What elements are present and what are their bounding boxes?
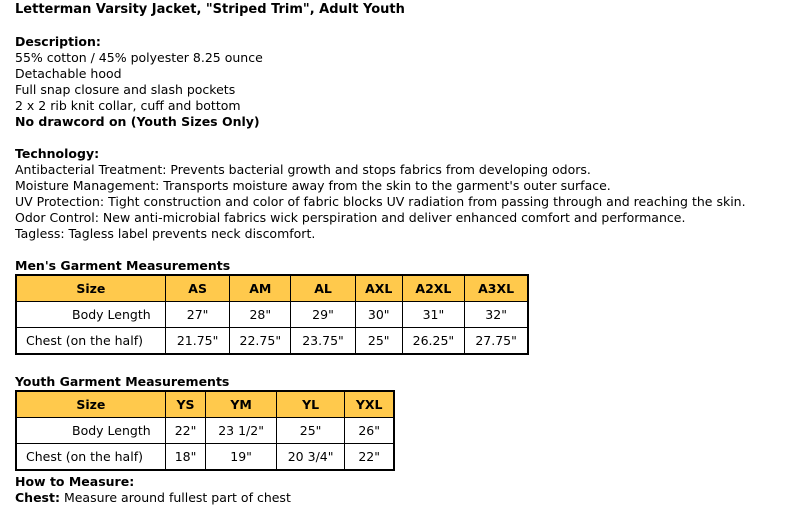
technology-heading: Technology: (15, 146, 100, 161)
row-label: Chest (on the half) (16, 444, 165, 471)
table-cell: 25" (355, 328, 402, 355)
description-section (15, 34, 263, 130)
chest-measure-instruction (15, 490, 291, 506)
product-title: Letterman Varsity Jacket, "Striped Trim", Adult Youth (15, 2, 405, 17)
table-header-row (16, 391, 394, 418)
header-cell: AL (291, 275, 356, 302)
table-cell: 26" (345, 418, 394, 444)
table-row (16, 302, 528, 328)
table-row (16, 444, 394, 471)
header-cell: Size (16, 391, 165, 418)
header-cell: Size (16, 275, 165, 302)
technology-line: Tagless: Tagless label prevents neck discomfort. (15, 226, 316, 241)
header-cell: AS (165, 275, 230, 302)
table-cell: 31" (402, 302, 465, 328)
table-cell: 22" (165, 418, 206, 444)
header-cell: A3XL (465, 275, 528, 302)
table-row (16, 418, 394, 444)
technology-line: Moisture Management: Transports moisture away from the skin to the garment's outer surface. (15, 178, 611, 193)
technology-line: Odor Control: New anti-microbial fabrics wick perspiration and deliver enhanced comfort and performance. (15, 210, 686, 225)
row-label: Chest (on the half) (16, 328, 165, 355)
how-to-measure-heading: How to Measure: (15, 474, 135, 489)
technology-line: UV Protection: Tight construction and color of fabric blocks UV radiation from passing through and reaching the skin. (15, 194, 746, 209)
header-cell: YL (276, 391, 345, 418)
chest-label: Chest: (15, 490, 60, 505)
description-line: 2 x 2 rib knit collar, cuff and bottom (15, 98, 241, 113)
header-cell: YM (206, 391, 277, 418)
technology-line: Antibacterial Treatment: Prevents bacterial growth and stops fabrics from developing odors. (15, 162, 591, 177)
table-cell: 30" (355, 302, 402, 328)
table-cell: 22.75" (230, 328, 291, 355)
how-to-measure-section (15, 474, 291, 506)
table-cell: 23 1/2" (206, 418, 277, 444)
row-label: Body Length (16, 418, 165, 444)
description-heading: Description: (15, 34, 101, 49)
header-cell: A2XL (402, 275, 465, 302)
table-cell: 18" (165, 444, 206, 471)
row-label: Body Length (16, 302, 165, 328)
description-line: Detachable hood (15, 66, 122, 81)
description-line: Full snap closure and slash pockets (15, 82, 236, 97)
table-cell: 27" (165, 302, 230, 328)
table-cell: 19" (206, 444, 277, 471)
table-row (16, 328, 528, 355)
table-cell: 26.25" (402, 328, 465, 355)
header-cell: YS (165, 391, 206, 418)
table-header-row (16, 275, 528, 302)
header-cell: AM (230, 275, 291, 302)
youth-measurements-title: Youth Garment Measurements (15, 374, 230, 389)
table-cell: 25" (276, 418, 345, 444)
table-cell: 28" (230, 302, 291, 328)
header-cell: AXL (355, 275, 402, 302)
technology-section (15, 146, 746, 242)
youth-measurements-table (15, 390, 395, 471)
table-cell: 29" (291, 302, 356, 328)
description-bold-line: No drawcord on (Youth Sizes Only) (15, 114, 260, 129)
table-cell: 22" (345, 444, 394, 471)
mens-measurements-table (15, 274, 529, 355)
table-cell: 27.75" (465, 328, 528, 355)
description-line: 55% cotton / 45% polyester 8.25 ounce (15, 50, 263, 65)
table-cell: 20 3/4" (276, 444, 345, 471)
mens-measurements-title: Men's Garment Measurements (15, 258, 231, 273)
table-cell: 21.75" (165, 328, 230, 355)
table-cell: 23.75" (291, 328, 356, 355)
header-cell: YXL (345, 391, 394, 418)
table-cell: 32" (465, 302, 528, 328)
chest-text: Measure around fullest part of chest (59, 490, 291, 505)
